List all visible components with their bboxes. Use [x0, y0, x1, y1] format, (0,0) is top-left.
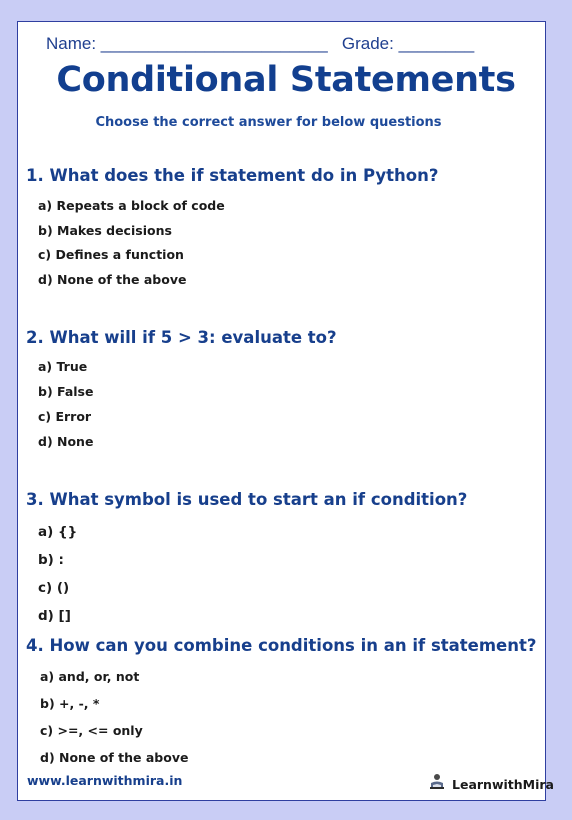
name-grade-line: Name: ________________________ Grade: ________ — [46, 34, 475, 53]
brand-logo — [428, 773, 554, 795]
question-4-option-b: b) +, -, * — [40, 696, 100, 711]
question-2-option-c: c) Error — [38, 409, 92, 424]
website-url: www.learnwithmira.in — [27, 773, 183, 788]
question-4-option-a: a) and, or, not — [40, 669, 140, 684]
question-3: 3. What symbol is used to start an if condition? — [26, 490, 468, 509]
question-1-option-c: c) Defines a function — [38, 247, 184, 262]
question-3-option-a: a) {} — [38, 524, 78, 540]
question-4-option-d: d) None of the above — [40, 750, 189, 765]
question-2-option-d: d) None — [38, 434, 94, 449]
worksheet-page — [17, 21, 546, 801]
question-4: 4. How can you combine conditions in an if statement? — [26, 636, 537, 655]
question-1-option-b: b) Makes decisions — [38, 223, 172, 238]
page-title: Conditional Statements — [56, 60, 516, 100]
reading-student-icon — [428, 773, 446, 795]
question-1-option-a: a) Repeats a block of code — [38, 198, 225, 213]
question-2-option-b: b) False — [38, 384, 94, 399]
question-2: 2. What will if 5 > 3: evaluate to? — [26, 328, 337, 347]
instructions: Choose the correct answer for below questions — [95, 115, 442, 130]
question-3-option-b: b) : — [38, 552, 64, 568]
question-1-option-d: d) None of the above — [38, 272, 187, 287]
question-3-option-d: d) [] — [38, 608, 71, 624]
brand-name: LearnwithMira — [452, 776, 554, 792]
question-1: 1. What does the if statement do in Python? — [26, 166, 439, 185]
question-2-option-a: a) True — [38, 359, 88, 374]
question-4-option-c: c) >=, <= only — [40, 723, 143, 738]
question-3-option-c: c) () — [38, 580, 70, 596]
